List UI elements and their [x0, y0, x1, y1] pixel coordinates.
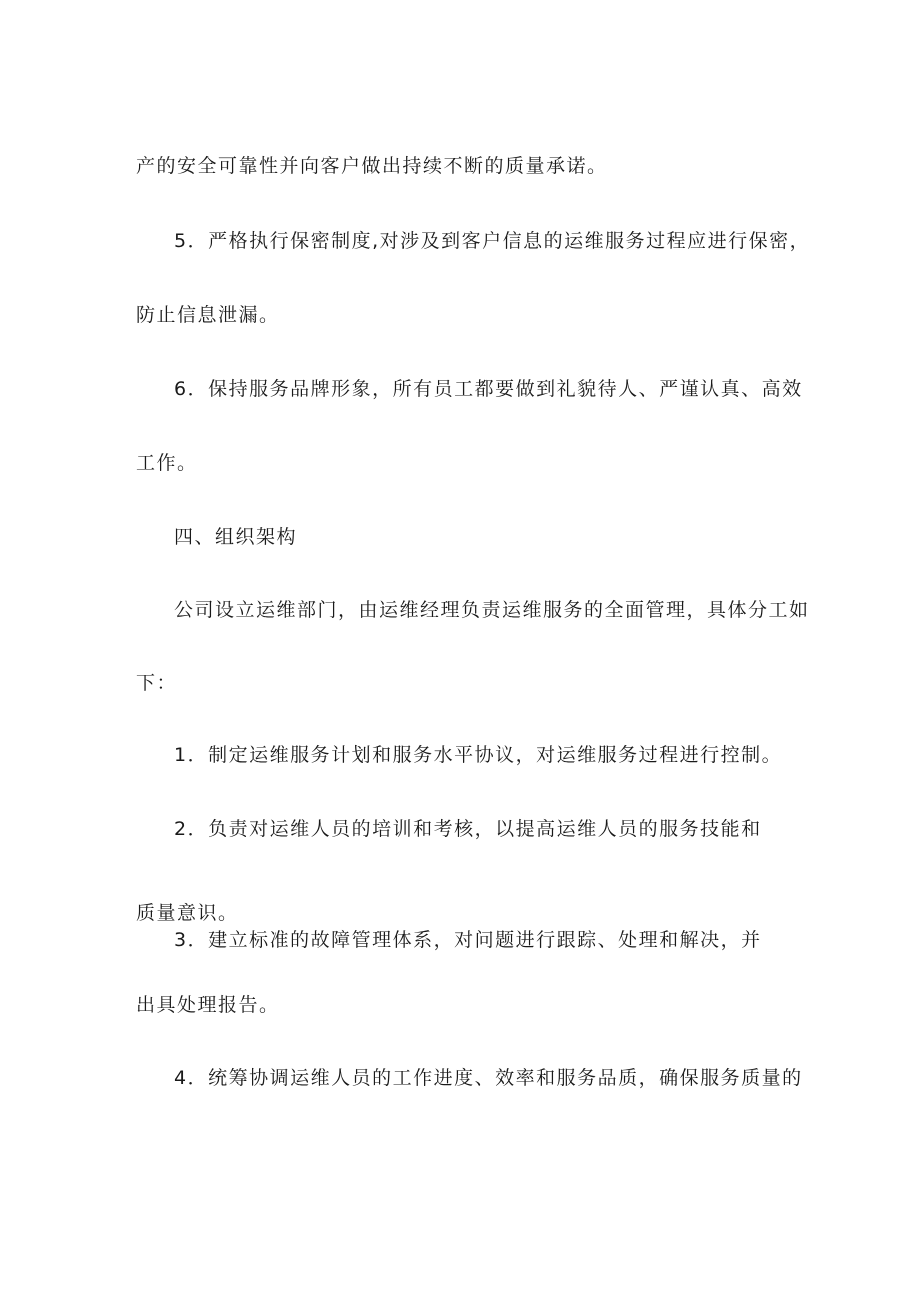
- paragraph-line: 公司设立运维部门，由运维经理负责运维服务的全面管理，具体分工如: [174, 599, 810, 621]
- paragraph-line: 2．负责对运维人员的培训和考核，以提高运维人员的服务技能和: [174, 818, 762, 840]
- section-heading: 四、组织架构: [174, 526, 298, 548]
- paragraph-line: 工作。: [136, 452, 198, 474]
- paragraph-line: 6．保持服务品牌形象，所有员工都要做到礼貌待人、严谨认真、高效: [174, 378, 803, 400]
- paragraph-line: 出具处理报告。: [136, 994, 280, 1016]
- paragraph-line: 4．统筹协调运维人员的工作进度、效率和服务品质，确保服务质量的: [174, 1067, 803, 1089]
- paragraph-line: 5．严格执行保密制度,对涉及到客户信息的运维服务过程应进行保密，: [174, 230, 811, 252]
- paragraph-line: 1．制定运维服务计划和服务水平协议，对运维服务过程进行控制。: [174, 744, 783, 766]
- paragraph-line: 防止信息泄漏。: [136, 304, 280, 326]
- paragraph-line: 3．建立标准的故障管理体系，对问题进行跟踪、处理和解决，并: [174, 929, 762, 951]
- paragraph-line: 下：: [136, 672, 178, 694]
- paragraph-line: 质量意识。: [136, 902, 239, 924]
- paragraph-line: 产的安全可靠性并向客户做出持续不断的质量承诺。: [136, 155, 608, 177]
